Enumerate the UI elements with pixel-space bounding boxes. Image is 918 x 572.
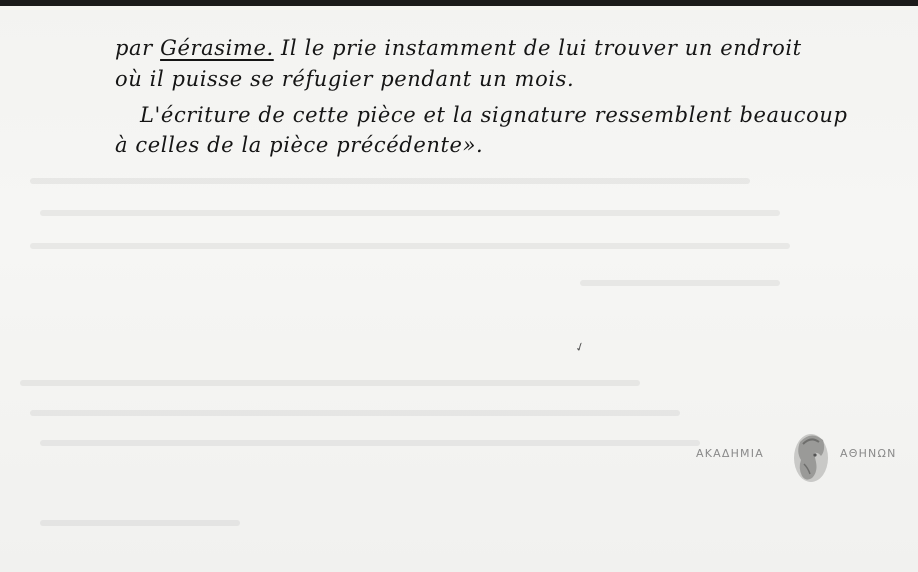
line-1-rest: Il le prie instamment de lui trouver un endroit bbox=[273, 36, 802, 60]
stray-mark: ✓ bbox=[572, 338, 588, 356]
text-line-3: L'écriture de cette pièce et la signature ressemblent beaucoup bbox=[140, 103, 848, 127]
logo-right-text: ΑΘΗΝΩΝ bbox=[840, 447, 897, 460]
underlined-name: Gérasime. bbox=[160, 36, 274, 60]
text-line-2: où il puisse se réfugier pendant un mois. bbox=[115, 67, 575, 91]
line-1-lead: par bbox=[115, 36, 161, 60]
text-line-4: à celles de la pièce précédente». bbox=[115, 133, 484, 157]
academy-logo bbox=[696, 428, 912, 488]
text-line-1 bbox=[115, 36, 802, 60]
athena-head-icon bbox=[788, 428, 834, 488]
logo-left-text: ΑΚΑΔΗΜΙΑ bbox=[696, 447, 764, 460]
